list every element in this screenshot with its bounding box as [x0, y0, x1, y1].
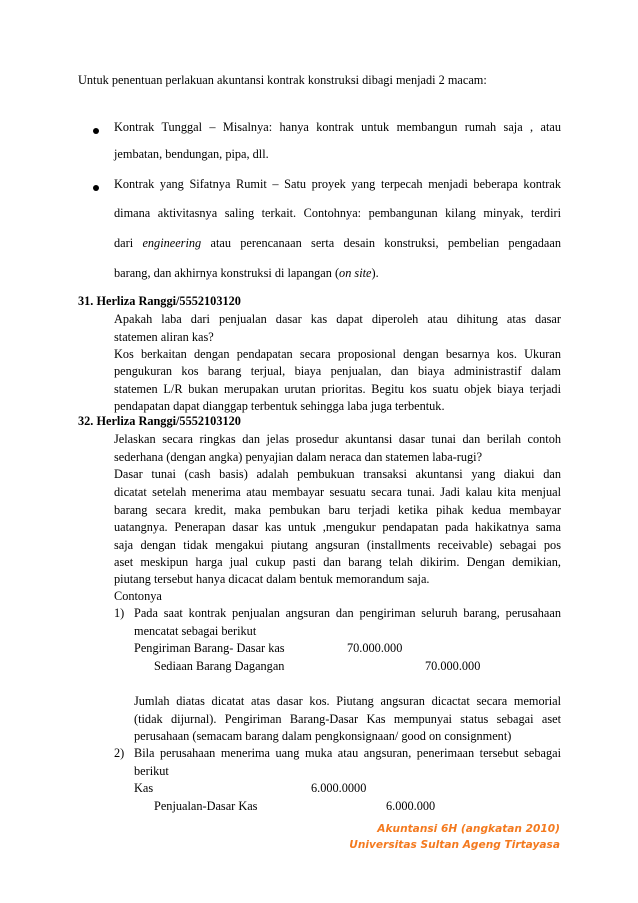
bullet-2-line-3: dari engineering atau perencanaan serta desain konstruksi, pembelian pengadaan — [114, 236, 561, 250]
journal-debit-amount: 70.000.000 — [347, 641, 403, 655]
bullet-dot — [93, 185, 99, 191]
q31-heading: 31. Herliza Ranggi/5552103120 — [78, 294, 241, 308]
q32-answer-line: dicatat setelah menerima atau membayar sesuatu secara tunai. Jadi kalau kita menjual — [114, 485, 561, 499]
q31-answer-line: statemen L/R bukan merupakan urutan prioritas. Begitu kos suatu objek biaya terjadi — [114, 382, 561, 396]
q32-question-line: Jelaskan secara ringkas dan jelas prosedur akuntansi dasar tunai dan berilah contoh — [114, 432, 561, 446]
q32-answer-line: Dasar tunai (cash basis) adalah pembukuan transaksi akuntansi yang diakui dan — [114, 467, 561, 481]
q32-answer-line: aset meskipun harga jual cukup pasti dan barang telah dikirim. Dengan demikian, — [114, 555, 561, 569]
item-1-text-line: mencatat sebagai berikut — [134, 624, 257, 638]
journal-debit-amount: 6.000.0000 — [311, 781, 367, 795]
journal-debit-account: Pengiriman Barang- Dasar kas — [134, 641, 285, 655]
q31-question-line: Apakah laba dari penjualan dasar kas dapat diperoleh atau dihitung atas dasar — [114, 312, 561, 326]
bullet-dot — [93, 128, 99, 134]
item-2-number: 2) — [114, 746, 125, 760]
journal-credit-account: Sediaan Barang Dagangan — [154, 659, 285, 673]
item-1-note-line: Jumlah diatas dicatat atas dasar kos. Piutang angsuran dicactat secara memorial — [134, 694, 561, 708]
journal-credit-amount: 70.000.000 — [425, 659, 481, 673]
q31-answer-line: pengukuran kos barang terjual, biaya penjualan, dan biaya administrastif dalam — [114, 364, 561, 378]
item-1-note-line: (tidak dijurnal). Pengiriman Barang-Dasar Kas mempunyai status sebagai aset — [134, 712, 561, 726]
item-1-number: 1) — [114, 606, 125, 620]
q32-question-line: sederhana (dengan angka) penyajian dalam neraca dan statemen laba-rugi? — [114, 450, 483, 464]
example-label: Contonya — [114, 589, 162, 603]
bullet-2-line-2: dimana aktivitasnya saling terkait. Contohnya: pembangunan kilang minyak, terdiri — [114, 206, 561, 220]
q31-answer-line: Kos berkaitan dengan pendapatan secara proposional dengan besarnya kos. Ukuran — [114, 347, 561, 361]
bullet-1-line-2: jembatan, bendungan, pipa, dll. — [114, 147, 269, 161]
intro-text: Untuk penentuan perlakuan akuntansi kontrak konstruksi dibagi menjadi 2 macam: — [78, 73, 487, 87]
item-1-note-line: perusahaan (semacam barang dalam pengkonsignaan/ good on consignment) — [134, 729, 512, 743]
bullet-2-line-1: Kontrak yang Sifatnya Rumit – Satu proyek yang terpecah menjadi beberapa kontrak — [114, 177, 561, 191]
item-2-text-line: berikut — [134, 764, 169, 778]
q32-answer-line: piutang tersebut hanya dicacat dalam bentuk memorandum saja. — [114, 572, 430, 586]
item-1-text-line: Pada saat kontrak penjualan angsuran dan pengiriman seluruh barang, perusahaan — [134, 606, 561, 620]
footer-university: Universitas Sultan Ageng Tirtayasa — [349, 839, 560, 851]
footer-course: Akuntansi 6H (angkatan 2010) — [377, 823, 560, 835]
item-2-text-line: Bila perusahaan menerima uang muka atau angsuran, penerimaan tersebut sebagai — [134, 746, 561, 760]
bullet-1-line-1: Kontrak Tunggal – Misalnya: hanya kontrak untuk membangun rumah saja , atau — [114, 120, 561, 134]
journal-debit-account: Kas — [134, 781, 154, 795]
q32-answer-line: uatangnya. Penerapan dasar kas untuk ,mengukur pendapatan pada hakikatnya sama — [114, 520, 561, 534]
journal-credit-amount: 6.000.000 — [386, 799, 436, 813]
q32-answer-line: barang secara kredit, maka pembukan baru terjadi ketika pihak kedua membayar — [114, 503, 561, 517]
q32-heading: 32. Herliza Ranggi/5552103120 — [78, 414, 241, 428]
journal-credit-account: Penjualan-Dasar Kas — [154, 799, 258, 813]
q31-answer-line: pendapatan dapat dianggap terbentuk sehingga laba juga terbentuk. — [114, 399, 445, 413]
q32-answer-line: saja dengan tidak mengakui piutang angsuran (installments receivable) sebagai pos — [114, 538, 561, 552]
bullet-2-line-4: barang, dan akhirnya konstruksi di lapangan (on site). — [114, 266, 379, 280]
q31-question-line: statemen aliran kas? — [114, 330, 214, 344]
